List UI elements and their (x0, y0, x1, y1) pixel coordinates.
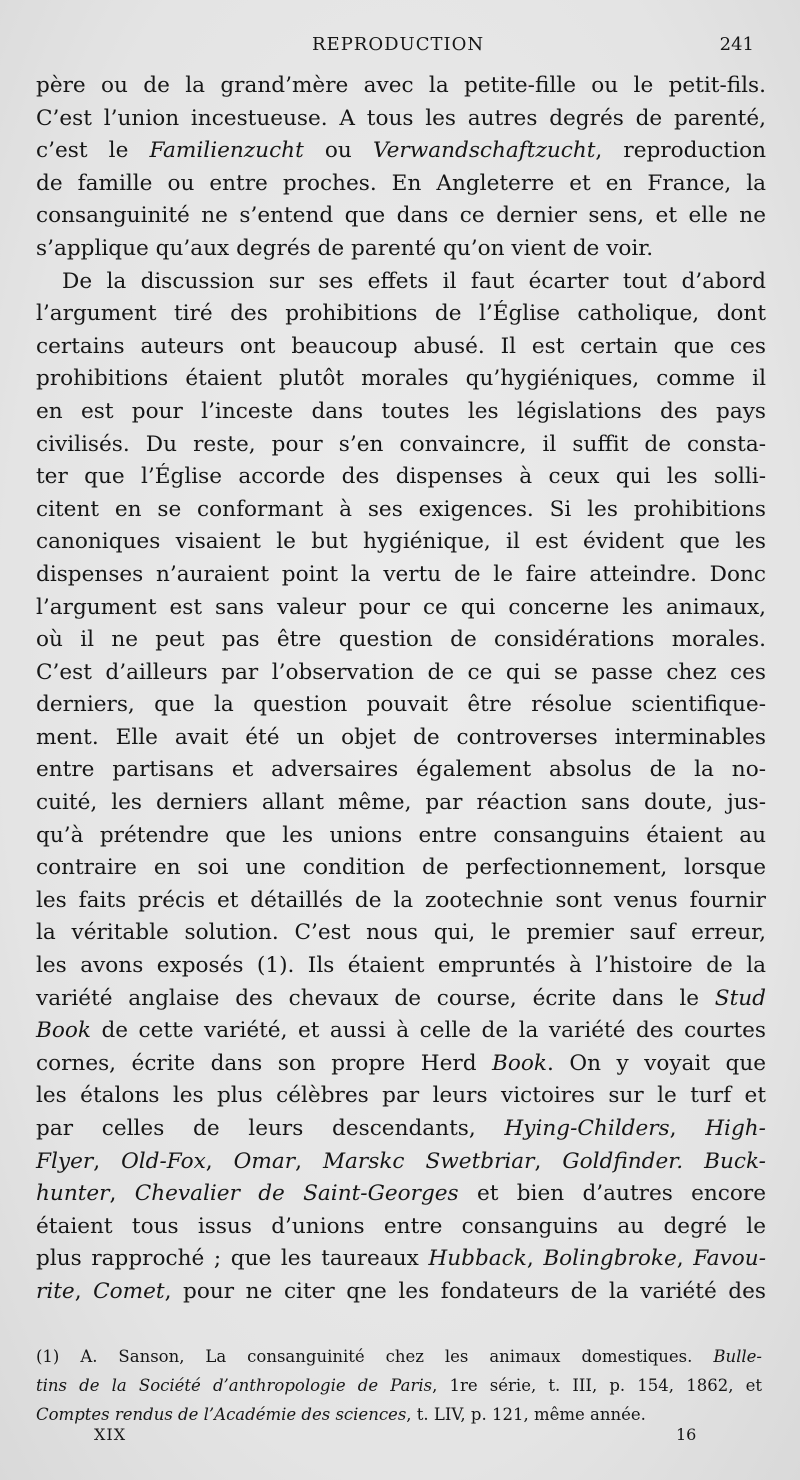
footnote-line: Comptes rendus de l’Académie des sciences, t. LIV, p. 121, même année. (36, 1405, 646, 1424)
text-line: cuité, les derniers allant même, par réaction sans doute, jus- (36, 790, 766, 816)
text-line: C’est d’ailleurs par l’observation de ce qui se passe chez ces (36, 659, 766, 685)
text-line: s’applique qu’aux degrés de parenté qu’on vient de voir. (36, 235, 654, 261)
text-line: les avons exposés (1). Ils étaient empruntés à l’histoire de la (36, 953, 766, 979)
text-line: variété anglaise des chevaux de course, écrite dans le Stud (36, 985, 766, 1011)
text-line: l’argument est sans valeur pour ce qui concerne les animaux, (36, 594, 766, 620)
signature-mark: XIX (94, 1425, 127, 1444)
footnote (36, 1342, 762, 1429)
text-line: canoniques visaient le but hygiénique, il est évident que les (36, 529, 766, 555)
running-title: REPRODUCTION (312, 34, 485, 55)
text-line: en est pour l’inceste dans toutes les législations des pays (36, 398, 766, 424)
text-line: où il ne peut pas être question de considérations morales. (36, 627, 766, 653)
text-line: cornes, écrite dans son propre Herd Book. On y voyait que (36, 1050, 767, 1076)
text-line: de famille ou entre proches. En Angleterre et en France, la (36, 170, 766, 196)
page-number: 241 (719, 34, 754, 55)
text-line: qu’à prétendre que les unions entre consanguins étaient au (36, 822, 766, 848)
text-line: citent en se conformant à ses exigences. Si les prohibitions (36, 496, 766, 522)
text-line: Flyer, Old-Fox, Omar, Marskc Swetbriar, Goldfinder. Buck- (36, 1148, 766, 1174)
text-line: étaient tous issus d’unions entre consanguins au degré le (36, 1213, 766, 1239)
text-line: c’est le Familienzucht ou Verwandschaftzucht, reproduction (36, 138, 766, 164)
running-head (0, 30, 800, 60)
text-line: derniers, que la question pouvait être résolue scientifique- (36, 692, 766, 718)
body-text (36, 70, 766, 1309)
text-line: plus rapproché ; que les taureaux Hubback, Bolingbroke, Favou- (36, 1246, 767, 1272)
text-line: rite, Comet, pour ne citer qne les fondateurs de la variété des (36, 1278, 766, 1304)
sheet-number: 16 (676, 1425, 697, 1444)
footnote-line: tins de la Société d’anthropologie de Paris, 1re série, t. III, p. 154, 1862, et (36, 1376, 762, 1395)
text-line: les étalons les plus célèbres par leurs victoires sur le turf et (36, 1083, 766, 1109)
text-line: prohibitions étaient plutôt morales qu’hygiéniques, comme il (36, 366, 766, 392)
text-line: dispenses n’auraient point la vertu de le faire atteindre. Donc (36, 561, 766, 587)
footnote-line: (1) A. Sanson, La consanguinité chez les animaux domestiques. Bulle- (36, 1347, 762, 1366)
text-line: père ou de la grand’mère avec la petite-fille ou le petit-fils. (36, 73, 766, 98)
text-line: ment. Elle avait été un objet de controverses interminables (36, 724, 766, 750)
text-line: hunter, Chevalier de Saint-Georges et bien d’autres encore (36, 1181, 767, 1207)
text-line: les faits précis et détaillés de la zootechnie sont venus fournir (36, 887, 766, 913)
text-line: l’argument tiré des prohibitions de l’Église catholique, dont (36, 301, 766, 327)
text-line: Book de cette variété, et aussi à celle de la variété des courtes (36, 1018, 766, 1044)
text-line: par celles de leurs descendants, Hying-Childers, High- (36, 1116, 766, 1141)
printer-signature (0, 1425, 800, 1449)
text-line: ter que l’Église accorde des dispenses à ceux qui les solli- (36, 464, 766, 490)
text-line: De la discussion sur ses effets il faut écarter tout d’abord (62, 268, 766, 294)
text-line: C’est l’union incestueuse. A tous les autres degrés de parenté, (36, 105, 766, 131)
text-line: consanguinité ne s’entend que dans ce dernier sens, et elle ne (36, 203, 766, 229)
text-line: entre partisans et adversaires également absolus de la no- (36, 757, 766, 783)
text-line: certains auteurs ont beaucoup abusé. Il est certain que ces (36, 333, 766, 359)
text-line: contraire en soi une condition de perfectionnement, lorsque (36, 855, 766, 881)
text-line: la véritable solution. C’est nous qui, le premier sauf erreur, (36, 920, 766, 946)
text-line: civilisés. Du reste, pour s’en convaincre, il suffit de consta- (36, 431, 766, 457)
